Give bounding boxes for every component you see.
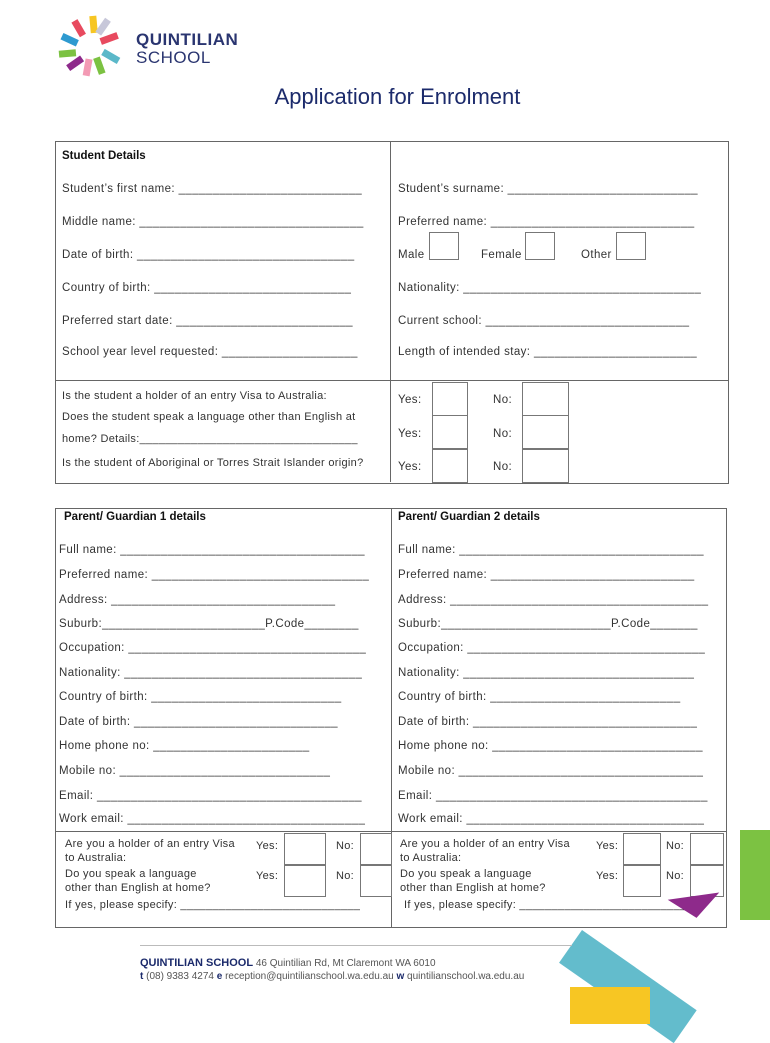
p1-language-yes-label: Yes: (256, 870, 279, 882)
footer-rule (140, 945, 572, 946)
p2-language-question: Do you speak a language (400, 868, 532, 880)
footer-web-prefix: w (396, 971, 405, 982)
p1-visa-question: Are you a holder of an entry Visa (65, 838, 235, 850)
preferred-start-date-field[interactable]: Preferred start date: __________________________ (62, 315, 353, 327)
gender-female-label: Female (481, 249, 522, 261)
p2-date-of-birth-field[interactable]: Date of birth: _________________________________ (398, 716, 698, 728)
p2-nationality-field[interactable]: Nationality: __________________________________ (398, 667, 695, 679)
visa-yes-label: Yes: (398, 394, 422, 406)
p2-visa-yes-label: Yes: (596, 840, 619, 852)
p1-nationality-field[interactable]: Nationality: ___________________________________ (59, 667, 363, 679)
gender-female-checkbox[interactable] (525, 232, 555, 260)
p1-mobile-field[interactable]: Mobile no: _______________________________ (59, 765, 331, 777)
p2-specify-field[interactable]: If yes, please specify: ____________________________ (404, 899, 700, 911)
language-yes-label: Yes: (398, 428, 422, 440)
p2-visa-no-checkbox[interactable] (690, 833, 724, 865)
logo-text-line1: QUINTILIAN (136, 30, 239, 49)
p1-visa-no-label: No: (336, 840, 355, 852)
parent1-heading: Parent/ Guardian 1 details (64, 511, 206, 523)
footer-school-name: QUINTILIAN SCHOOL (140, 957, 254, 969)
preferred-name-field[interactable]: Preferred name: ______________________________ (398, 216, 695, 228)
p1-work-email-field[interactable]: Work email: ___________________________________ (59, 813, 366, 825)
length-of-stay-field[interactable]: Length of intended stay: ________________________ (398, 346, 698, 358)
p2-work-email-field[interactable]: Work email: ___________________________________ (398, 813, 705, 825)
student-details-heading: Student Details (62, 150, 146, 162)
p1-language-no-label: No: (336, 870, 355, 882)
footer-web-link[interactable]: quintilianschool.wa.edu.au (407, 971, 525, 982)
p1-preferred-name-field[interactable]: Preferred name: ________________________________ (59, 569, 370, 581)
parent-questions-separator (55, 831, 726, 832)
aboriginal-no-label: No: (493, 461, 513, 473)
date-of-birth-field[interactable]: Date of birth: ________________________________ (62, 249, 355, 261)
p1-language-question: Do you speak a language (65, 868, 197, 880)
logo-mark-icon (58, 14, 132, 80)
p2-language-question-cont: other than English at home? (400, 882, 546, 894)
p1-email-field[interactable]: Email: _______________________________________ (59, 790, 362, 802)
language-question: Does the student speak a language other than English at (62, 411, 356, 423)
parent2-heading: Parent/ Guardian 2 details (398, 511, 540, 523)
p1-full-name-field[interactable]: Full name: ____________________________________ (59, 544, 365, 556)
p2-preferred-name-field[interactable]: Preferred name: ______________________________ (398, 569, 695, 581)
student-questions-divider (390, 380, 391, 482)
school-logo (58, 14, 258, 80)
p2-language-yes-checkbox[interactable] (623, 865, 661, 897)
footer-contact-line (140, 971, 524, 982)
page-title: Application for Enrolment (274, 84, 521, 109)
p1-date-of-birth-field[interactable]: Date of birth: ______________________________ (59, 716, 338, 728)
footer-email-link[interactable]: reception@quintilianschool.wa.edu.au (225, 971, 394, 982)
decorative-green-bar (740, 830, 770, 920)
first-name-field[interactable]: Student’s first name: ___________________________ (62, 183, 363, 195)
p2-email-field[interactable]: Email: ________________________________________ (398, 790, 708, 802)
p2-language-no-label: No: (666, 870, 685, 882)
visa-yes-checkbox[interactable] (432, 382, 468, 416)
aboriginal-no-checkbox[interactable] (522, 449, 569, 483)
p2-mobile-field[interactable]: Mobile no: ____________________________________ (398, 765, 704, 777)
p1-occupation-field[interactable]: Occupation: ___________________________________ (59, 642, 367, 654)
p2-visa-question: Are you a holder of an entry Visa (400, 838, 570, 850)
surname-field[interactable]: Student’s surname: ____________________________ (398, 183, 698, 195)
p1-suburb-field[interactable]: Suburb:________________________P.Code________ (59, 618, 359, 630)
p2-full-name-field[interactable]: Full name: ____________________________________ (398, 544, 704, 556)
aboriginal-question: Is the student of Aboriginal or Torres Strait Islander origin? (62, 457, 364, 469)
p1-visa-yes-checkbox[interactable] (284, 833, 326, 865)
p2-country-of-birth-field[interactable]: Country of birth: ____________________________ (398, 691, 681, 703)
school-year-level-field[interactable]: School year level requested: ____________________ (62, 346, 358, 358)
language-yes-checkbox[interactable] (432, 415, 468, 449)
aboriginal-yes-checkbox[interactable] (432, 449, 468, 483)
language-no-checkbox[interactable] (522, 415, 569, 449)
p2-suburb-field[interactable]: Suburb:_________________________P.Code_______ (398, 618, 698, 630)
p2-visa-yes-checkbox[interactable] (623, 833, 661, 865)
gender-male-label: Male (398, 249, 425, 261)
p1-visa-no-checkbox[interactable] (360, 833, 392, 865)
footer-phone-prefix: t (140, 971, 144, 982)
p2-visa-question-cont: to Australia: (400, 852, 462, 864)
visa-no-label: No: (493, 394, 513, 406)
gender-male-checkbox[interactable] (429, 232, 459, 260)
p1-visa-yes-label: Yes: (256, 840, 279, 852)
nationality-field[interactable]: Nationality: ___________________________________ (398, 282, 702, 294)
p1-language-no-checkbox[interactable] (360, 865, 392, 897)
footer-address-line (140, 957, 436, 969)
p1-home-phone-field[interactable]: Home phone no: _______________________ (59, 740, 310, 752)
p2-language-yes-label: Yes: (596, 870, 619, 882)
footer-phone: (08) 9383 4274 (146, 971, 214, 982)
footer-email-prefix: e (216, 971, 223, 982)
visa-no-checkbox[interactable] (522, 382, 569, 416)
decorative-yellow-block (570, 987, 650, 1024)
p1-country-of-birth-field[interactable]: Country of birth: ____________________________ (59, 691, 342, 703)
p2-visa-no-label: No: (666, 840, 685, 852)
p2-occupation-field[interactable]: Occupation: ___________________________________ (398, 642, 706, 654)
aboriginal-yes-label: Yes: (398, 461, 422, 473)
middle-name-field[interactable]: Middle name: _________________________________ (62, 216, 364, 228)
p1-language-yes-checkbox[interactable] (284, 865, 326, 897)
current-school-field[interactable]: Current school: ______________________________ (398, 315, 690, 327)
p1-visa-question-cont: to Australia: (65, 852, 127, 864)
language-details-field[interactable]: home? Details:__________________________________ (62, 433, 358, 445)
p1-address-field[interactable]: Address: _________________________________ (59, 594, 336, 606)
p2-home-phone-field[interactable]: Home phone no: _______________________________ (398, 740, 703, 752)
footer-address: 46 Quintilian Rd, Mt Claremont WA 6010 (255, 958, 436, 969)
gender-other-label: Other (581, 249, 612, 261)
gender-other-checkbox[interactable] (616, 232, 646, 260)
logo-text-line2: SCHOOL (136, 48, 211, 67)
country-of-birth-field[interactable]: Country of birth: _____________________________ (62, 282, 352, 294)
p1-specify-field[interactable]: If yes, please specify: ____________________________ (65, 899, 361, 911)
language-no-label: No: (493, 428, 513, 440)
p1-language-question-cont: other than English at home? (65, 882, 211, 894)
student-details-divider (390, 141, 391, 381)
visa-question: Is the student a holder of an entry Visa to Australia: (62, 390, 327, 402)
p2-address-field[interactable]: Address: ______________________________________ (398, 594, 709, 606)
student-questions-separator (55, 380, 728, 381)
